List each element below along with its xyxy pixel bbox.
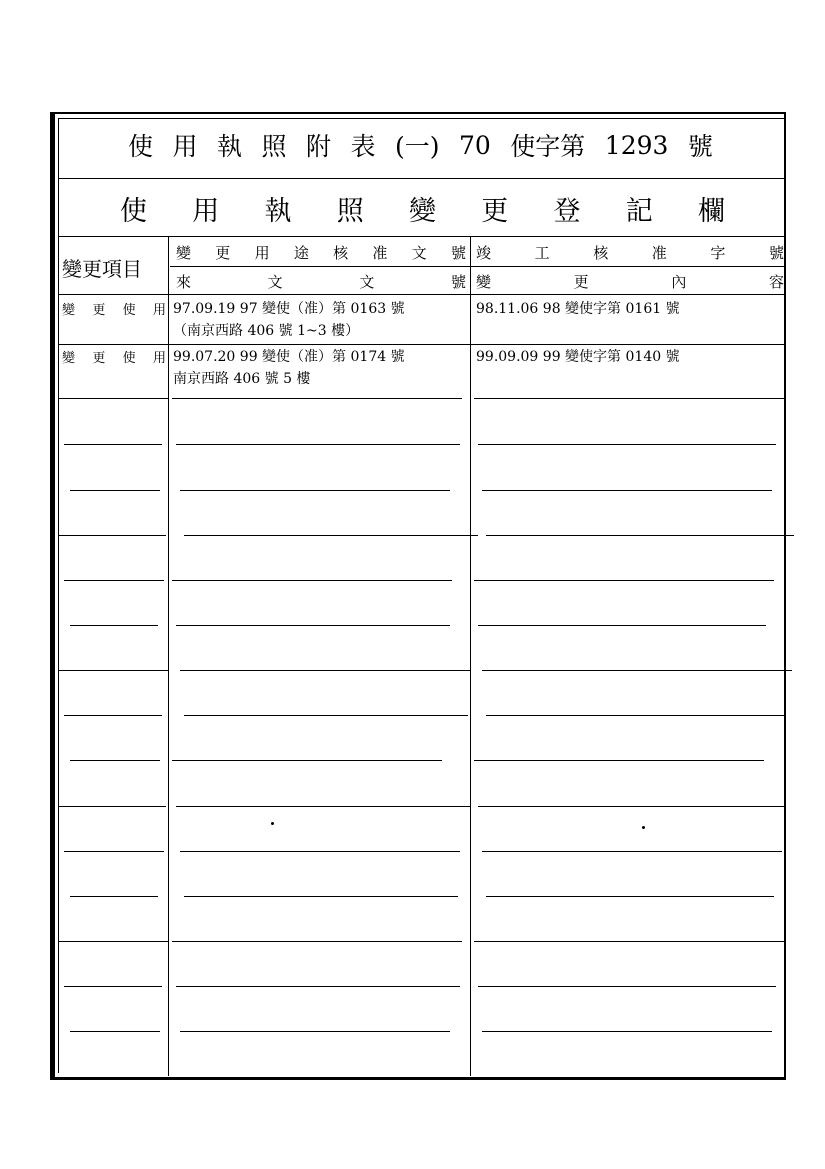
rule-header-middle [170,266,786,267]
header-char: 竣 [476,243,492,262]
row-completion-no: 99.09.09 99 變使字第 0140 號 [476,349,680,365]
row-divider [176,806,470,807]
row-divider [64,444,162,445]
row-divider [58,398,168,399]
title-char: 使 [128,132,154,161]
title-char: 用 [172,132,198,161]
header-completion-no [476,240,784,264]
row-divider [180,490,450,491]
rule-under-title [58,178,786,179]
row-divider [176,986,460,987]
section-title-char: 照 [336,195,364,227]
header-char: 准 [372,243,388,262]
row-change-item [62,298,166,318]
header-char: 更 [573,272,589,291]
column-divider-1 [168,236,169,1076]
row-divider [184,535,478,536]
section-title [120,190,725,226]
row-divider [478,625,766,626]
title-char: 表 [350,132,376,161]
row-divider [474,398,784,399]
row-divider [478,806,786,807]
row-divider [172,941,462,942]
title-char: 1293 [604,130,669,160]
header-char: 准 [651,243,667,262]
header-incoming-doc-no [176,270,466,292]
item-char: 變 [62,350,76,366]
header-char: 變 [476,272,492,291]
row-change-item [62,346,166,366]
header-char: 號 [450,243,466,262]
row-divider [64,986,162,987]
row-divider [64,715,162,716]
row-divider [474,580,774,581]
row-divider [58,941,168,942]
row-divider [180,851,460,852]
row-approval-address: （南京西路 406 號 1~3 樓） [173,323,360,339]
header-char: 號 [768,243,784,262]
title-char: 執 [217,132,243,161]
item-char: 用 [152,350,166,366]
section-title-char: 欄 [698,195,725,227]
row-divider [176,625,450,626]
header-char: 字 [710,243,726,262]
row-divider [58,344,786,345]
title-char: 照 [261,132,287,161]
row-divider [70,896,158,897]
header-char: 來 [176,272,192,291]
row-divider [482,851,782,852]
header-change-item [62,252,166,282]
row-divider [180,1031,450,1032]
row-divider [172,398,462,399]
header-char: 工 [534,243,550,262]
row-divider [486,535,794,536]
row-divider [172,760,442,761]
section-title-char: 用 [192,195,220,227]
row-divider [486,896,774,897]
header-char: 號 [450,272,466,291]
header-char: 文 [267,272,283,291]
header-char: 核 [593,243,609,262]
row-divider [58,535,166,536]
row-divider [180,670,470,671]
header-approval-no [176,240,466,264]
header-change-content [476,270,784,292]
row-divider [474,941,784,942]
section-title-char: 執 [264,195,292,227]
header-char: 容 [768,272,784,291]
header-char: 內 [671,272,687,291]
row-divider [64,851,164,852]
title-char: 70 [459,130,491,160]
header-char: 變 [176,243,192,262]
header-char: 途 [293,243,309,262]
row-approval-date-no: 99.07.20 99 變使（准）第 0174 號 [173,349,405,365]
header-char: 用 [254,243,270,262]
row-divider [482,670,792,671]
item-char: 變 [62,302,76,318]
row-divider [482,1031,772,1032]
row-divider [64,580,164,581]
section-title-char: 登 [553,195,581,227]
row-divider [70,760,160,761]
section-title-char: 變 [409,195,436,227]
item-char: 用 [152,302,166,318]
page-title [128,128,713,162]
stray-dot [271,822,274,825]
header-char: 更 [215,243,231,262]
row-divider [486,715,784,716]
header-char: 核 [333,243,349,262]
row-approval-date-no: 97.09.19 97 變使（准）第 0163 號 [173,301,405,317]
title-char: (一) [395,132,440,161]
row-divider [70,1031,160,1032]
row-divider [482,490,772,491]
row-divider [58,670,168,671]
row-divider [478,986,776,987]
row-approval-address: 南京西路 406 號 5 樓 [173,371,311,387]
row-divider [184,896,458,897]
row-divider [70,490,160,491]
section-title-char: 更 [481,195,509,227]
row-divider [474,760,764,761]
stray-dot [642,826,645,829]
item-char: 使 [122,350,136,366]
column-divider-2 [470,236,471,1076]
row-divider [184,715,468,716]
row-divider [70,625,158,626]
title-char: 附 [306,132,332,161]
item-char: 更 [92,350,106,366]
section-title-char: 使 [120,195,147,227]
title-char: 使字第 [510,132,586,161]
header-char: 文 [411,243,427,262]
item-char: 更 [92,302,106,318]
row-divider [176,444,460,445]
section-title-char: 記 [625,195,653,227]
row-divider [58,806,166,807]
item-char: 使 [122,302,136,318]
row-divider [172,580,452,581]
header-char: 文 [359,272,375,291]
header-change-item-label: 變更項目 [62,256,142,281]
row-divider [478,444,776,445]
title-char: 號 [687,132,713,161]
row-completion-no: 98.11.06 98 變使字第 0161 號 [476,301,680,317]
